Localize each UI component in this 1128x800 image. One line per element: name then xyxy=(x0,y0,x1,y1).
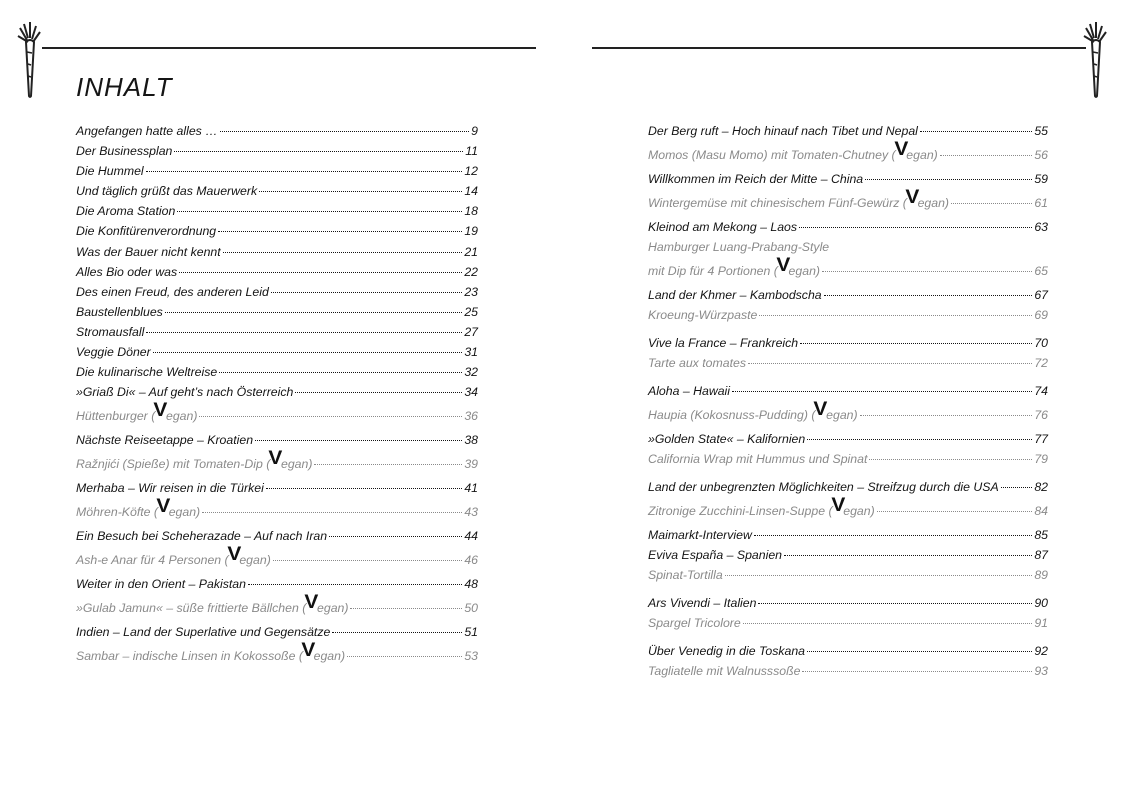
entry-title xyxy=(76,224,216,238)
page-number: 82 xyxy=(1034,479,1048,494)
toc-chapter-entry xyxy=(76,164,478,184)
entry-title xyxy=(76,529,327,543)
vegan-v-icon: V xyxy=(227,544,241,566)
page-number: 41 xyxy=(464,481,478,496)
dot-leader xyxy=(255,440,462,441)
page-number: 27 xyxy=(464,324,478,339)
toc-recipe-entry xyxy=(648,356,1048,376)
entry-title-text: Nächste Reiseetappe – Kroatien xyxy=(76,433,254,448)
toc-chapter-entry xyxy=(648,336,1048,356)
entry-title xyxy=(648,495,875,519)
vegan-v-icon: V xyxy=(893,139,908,161)
page-number: 76 xyxy=(1034,408,1048,423)
dot-leader xyxy=(271,292,463,293)
entry-title xyxy=(648,288,822,302)
entry-title-text: Spargel Tricolore xyxy=(648,616,741,631)
entry-title-text: »Gulab Jamun« – süße frittierte Bällchen ( xyxy=(76,601,307,616)
toc-recipe-entry xyxy=(76,640,478,665)
entry-title-text: Land der unbegrenzten Möglichkeiten – Streifzug durch die USA xyxy=(648,479,999,494)
carrot-icon xyxy=(1080,20,1114,100)
entry-title-text: Kroeung-Würzpaste xyxy=(648,308,758,323)
dot-leader xyxy=(920,131,1032,132)
page-number: 63 xyxy=(1034,219,1048,234)
dot-leader xyxy=(759,315,1032,316)
vegan-v-icon: V xyxy=(153,400,168,422)
entry-title-text: Vive la France – Frankreich xyxy=(648,336,799,351)
entry-title-text: Über Venedig in die Toskana xyxy=(648,644,806,659)
page-number: 87 xyxy=(1034,548,1048,563)
page-number: 61 xyxy=(1034,196,1048,211)
entry-title-text: Der Berg ruft – Hoch hinauf nach Tibet und Nepal xyxy=(648,124,918,138)
dot-leader xyxy=(807,651,1032,652)
entry-title-text: »Golden State« – Kalifornien xyxy=(648,432,806,446)
entry-title xyxy=(648,399,858,423)
entry-title xyxy=(76,144,172,158)
entry-title-text: Alles Bio oder was xyxy=(76,264,178,279)
dot-leader xyxy=(219,372,462,373)
entry-title xyxy=(648,240,829,254)
entry-title xyxy=(648,124,918,138)
entry-title-text: Momos (Masu Momo) mit Tomaten-Chutney ( xyxy=(648,148,896,163)
entry-title-text: Die Aroma Station xyxy=(76,204,176,219)
dot-leader xyxy=(153,352,463,353)
dot-leader xyxy=(347,656,462,657)
dot-leader xyxy=(1001,487,1033,488)
entry-title-text: Aloha – Hawaii xyxy=(648,384,731,399)
entry-title-text: Eviva España – Spanien xyxy=(648,548,782,563)
page-number: 48 xyxy=(464,577,478,592)
dot-leader xyxy=(165,312,462,313)
entry-title-suffix: egan) xyxy=(843,504,875,519)
entry-title xyxy=(76,305,163,319)
page-number: 36 xyxy=(464,409,478,424)
entry-title-suffix: egan) xyxy=(826,408,858,423)
toc-chapter-entry xyxy=(648,172,1048,192)
entry-title xyxy=(76,285,269,299)
entry-title xyxy=(76,385,293,399)
entry-title-text: Hüttenburger ( xyxy=(76,409,156,424)
entry-title xyxy=(648,432,805,446)
toc-chapter-entry xyxy=(76,529,478,549)
entry-title-text: Tarte aux tomates xyxy=(648,356,746,371)
toc-recipe-entry xyxy=(76,592,478,617)
dot-leader xyxy=(248,584,462,585)
toc-chapter-entry xyxy=(76,625,478,645)
page-number: 12 xyxy=(464,164,478,179)
toc-chapter-entry xyxy=(76,385,478,405)
dot-leader xyxy=(179,272,462,273)
page-number: 31 xyxy=(464,345,478,360)
dot-leader xyxy=(784,555,1032,556)
page-number: 14 xyxy=(464,184,478,199)
toc-chapter-entry xyxy=(76,224,478,244)
page-number: 90 xyxy=(1034,596,1048,611)
dot-leader xyxy=(758,603,1032,604)
entry-title-suffix: egan) xyxy=(168,505,201,520)
page-number: 93 xyxy=(1034,664,1048,679)
entry-title-text: Die Konfitürenverordnung xyxy=(76,224,217,239)
toc-chapter-entry xyxy=(76,265,478,285)
entry-title xyxy=(76,400,198,424)
dot-leader xyxy=(951,203,1032,204)
dot-leader xyxy=(199,416,462,417)
dot-leader xyxy=(725,575,1033,576)
entry-title-text: Die Hummel xyxy=(76,164,144,179)
carrot-icon xyxy=(14,20,48,100)
page-number: 84 xyxy=(1034,504,1048,519)
toc-recipe-entry xyxy=(648,255,1048,280)
entry-title-suffix: egan) xyxy=(165,409,198,424)
entry-title xyxy=(76,592,349,616)
page-number: 39 xyxy=(464,457,478,472)
dot-leader xyxy=(174,151,463,152)
entry-title xyxy=(76,577,246,591)
entry-title xyxy=(648,336,798,350)
entry-title-text: Zitronige Zucchini-Linsen-Suppe ( xyxy=(648,504,833,519)
entry-title-suffix: egan) xyxy=(313,649,346,664)
entry-title-text: Maimarkt-Interview xyxy=(648,527,752,542)
page-number: 43 xyxy=(464,505,478,520)
entry-title-text: Wintergemüse mit chinesischem Fünf-Gewürz ( xyxy=(648,196,907,211)
toc-left-column xyxy=(76,124,478,665)
dot-leader xyxy=(800,343,1032,344)
page-number: 21 xyxy=(464,244,478,259)
entry-title xyxy=(648,384,730,398)
page-number: 85 xyxy=(1034,527,1048,542)
page-number: 67 xyxy=(1034,288,1048,303)
dot-leader xyxy=(146,332,462,333)
dot-leader xyxy=(732,391,1032,392)
entry-title xyxy=(76,164,144,178)
entry-title-text: Und täglich grüßt das Mauerwerk xyxy=(76,184,258,199)
toc-chapter-entry xyxy=(648,288,1048,308)
dot-leader xyxy=(350,608,462,609)
page-number: 59 xyxy=(1034,171,1048,186)
page-title: INHALT xyxy=(76,72,173,102)
toc-chapter-entry xyxy=(76,184,478,204)
entry-title-text: Kleinod am Mekong – Laos xyxy=(648,219,798,234)
entry-title-text: Ars Vivendi – Italien xyxy=(648,596,757,611)
toc-chapter-entry xyxy=(648,548,1048,568)
toc-recipe-entry xyxy=(648,664,1048,684)
page-number: 53 xyxy=(464,649,478,664)
toc-chapter-entry xyxy=(76,365,478,385)
toc-recipe-entry xyxy=(648,616,1048,636)
entry-title-suffix: egan) xyxy=(906,148,938,163)
entry-title xyxy=(648,664,800,678)
entry-title-text: Land der Khmer – Kambodscha xyxy=(648,288,822,303)
entry-title-text: Veggie Döner xyxy=(76,345,151,360)
toc-chapter-entry xyxy=(648,644,1048,664)
entry-title-text: Ein Besuch bei Scheherazade – Auf nach Iran xyxy=(76,529,328,544)
page-number: 25 xyxy=(464,304,478,319)
entry-title-text: Spinat-Tortilla xyxy=(648,568,723,583)
entry-title xyxy=(648,548,782,562)
dot-leader xyxy=(259,191,462,192)
entry-title-text: Die kulinarische Weltreise xyxy=(76,365,218,380)
toc-recipe-entry xyxy=(648,495,1048,520)
page-number: 70 xyxy=(1034,336,1048,351)
page-number: 46 xyxy=(464,553,478,568)
entry-title-text: Tagliatelle mit Walnusssoße xyxy=(648,664,801,679)
toc-recipe-entry xyxy=(648,399,1048,424)
entry-title-text: Baustellenblues xyxy=(76,304,163,319)
toc-chapter-entry xyxy=(76,305,478,325)
page-number: 74 xyxy=(1034,384,1048,399)
dot-leader xyxy=(146,171,463,172)
entry-title xyxy=(648,308,757,322)
entry-title-text: mit Dip für 4 Portionen ( xyxy=(648,264,778,279)
page-number: 77 xyxy=(1034,432,1048,446)
entry-title-suffix: egan) xyxy=(239,553,271,568)
toc-recipe-entry xyxy=(648,452,1048,472)
header-rule-right xyxy=(592,47,1086,49)
entry-title-suffix: egan) xyxy=(281,457,313,472)
toc-chapter-entry xyxy=(648,528,1048,548)
entry-title xyxy=(76,481,264,495)
dot-leader xyxy=(220,131,470,132)
entry-title xyxy=(76,544,271,568)
entry-title-suffix: egan) xyxy=(317,601,349,616)
entry-title-text: Angefangen hatte alles … xyxy=(76,124,218,138)
dot-leader xyxy=(860,415,1033,416)
entry-title xyxy=(76,184,257,198)
entry-title-text: Willkommen im Reich der Mitte – China xyxy=(648,171,864,186)
entry-title xyxy=(648,568,723,582)
dot-leader xyxy=(748,363,1032,364)
entry-title xyxy=(648,480,999,494)
page-number: 18 xyxy=(464,204,478,219)
toc-chapter-entry xyxy=(76,124,478,144)
page-number: 32 xyxy=(464,365,478,380)
toc-chapter-entry xyxy=(76,285,478,305)
entry-title xyxy=(648,528,752,542)
vegan-v-icon: V xyxy=(268,448,283,470)
entry-title-text: Merhaba – Wir reisen in die Türkei xyxy=(76,481,264,496)
dot-leader xyxy=(314,464,462,465)
page-number: 9 xyxy=(471,124,478,138)
entry-title xyxy=(76,625,330,639)
dot-leader xyxy=(332,632,462,633)
entry-title-text: Ražnjići (Spieße) mit Tomaten-Dip ( xyxy=(76,457,271,472)
dot-leader xyxy=(940,155,1033,156)
entry-title xyxy=(76,433,253,447)
entry-title xyxy=(648,139,938,163)
entry-title xyxy=(76,640,346,664)
page-number: 72 xyxy=(1034,356,1048,371)
page-number: 34 xyxy=(464,385,478,400)
toc-chapter-entry xyxy=(648,480,1048,500)
page-number: 50 xyxy=(464,601,478,616)
entry-title xyxy=(76,345,151,359)
toc-chapter-entry xyxy=(648,596,1048,616)
dot-leader xyxy=(807,439,1032,440)
entry-title-text: Stromausfall xyxy=(76,324,145,339)
entry-title-text: Was der Bauer nicht kennt xyxy=(76,244,221,259)
toc-recipe-entry xyxy=(648,139,1048,164)
page-number: 91 xyxy=(1034,616,1048,631)
entry-title xyxy=(76,325,144,339)
dot-leader xyxy=(295,392,462,393)
entry-title xyxy=(76,448,313,472)
vegan-v-icon: V xyxy=(776,255,791,277)
dot-leader xyxy=(218,231,462,232)
entry-title xyxy=(76,245,221,259)
dot-leader xyxy=(865,179,1032,180)
page-number: 92 xyxy=(1034,644,1048,659)
page-number: 55 xyxy=(1034,124,1048,138)
toc-recipe-entry xyxy=(648,187,1048,212)
dot-leader xyxy=(329,536,462,537)
toc-chapter-entry xyxy=(76,345,478,365)
entry-title-text: Haupia (Kokosnuss-Pudding) ( xyxy=(648,408,816,423)
toc-recipe-entry xyxy=(76,496,478,521)
toc-chapter-entry xyxy=(648,432,1048,452)
dot-leader xyxy=(802,671,1032,672)
toc-recipe-entry xyxy=(648,240,1048,260)
vegan-v-icon: V xyxy=(905,187,920,209)
dot-leader xyxy=(877,511,1033,512)
entry-title-suffix: egan) xyxy=(788,264,820,279)
entry-title-text: Hamburger Luang-Prabang-Style xyxy=(648,240,830,255)
toc-chapter-entry xyxy=(648,124,1048,144)
toc-recipe-entry xyxy=(76,448,478,473)
entry-title-text: Möhren-Köfte ( xyxy=(76,505,159,520)
entry-title xyxy=(648,452,867,466)
vegan-v-icon: V xyxy=(301,640,316,662)
page-number: 89 xyxy=(1034,568,1048,583)
entry-title xyxy=(648,356,746,370)
entry-title xyxy=(76,265,177,279)
entry-title xyxy=(648,644,805,658)
entry-title xyxy=(648,255,820,279)
page-number: 19 xyxy=(464,224,478,239)
toc-chapter-entry xyxy=(76,577,478,597)
toc-recipe-entry xyxy=(76,544,478,569)
dot-leader xyxy=(743,623,1033,624)
entry-title-text: Ash-e Anar für 4 Personen ( xyxy=(76,553,229,568)
toc-chapter-entry xyxy=(76,144,478,164)
entry-title-suffix: egan) xyxy=(917,196,950,211)
toc-recipe-entry xyxy=(76,400,478,425)
page-number: 22 xyxy=(464,264,478,279)
dot-leader xyxy=(202,512,462,513)
header-rule-left xyxy=(42,47,536,49)
entry-title xyxy=(648,187,950,211)
entry-title xyxy=(76,365,217,379)
dot-leader xyxy=(824,295,1033,296)
page-number: 38 xyxy=(464,433,478,448)
page-number: 69 xyxy=(1034,308,1048,323)
entry-title-text: Indien – Land der Superlative und Gegensätze xyxy=(76,625,331,640)
dot-leader xyxy=(273,560,463,561)
entry-title xyxy=(648,616,741,630)
toc-chapter-entry xyxy=(76,245,478,265)
entry-title-text: »Griaß Di« – Auf geht’s nach Österreich xyxy=(76,385,294,400)
toc-chapter-entry xyxy=(648,220,1048,240)
page-number: 44 xyxy=(464,529,478,544)
toc-chapter-entry xyxy=(648,384,1048,404)
page-number: 56 xyxy=(1034,148,1048,163)
vegan-v-icon: V xyxy=(156,496,171,518)
dot-leader xyxy=(822,271,1032,272)
entry-title-text: Weiter in den Orient – Pakistan xyxy=(76,577,246,592)
dot-leader xyxy=(869,459,1032,460)
dot-leader xyxy=(177,211,462,212)
entry-title-text: California Wrap mit Hummus und Spinat xyxy=(648,452,868,467)
toc-chapter-entry xyxy=(76,204,478,224)
entry-title-text: Des einen Freud, des anderen Leid xyxy=(76,284,269,299)
entry-title xyxy=(76,124,218,138)
dot-leader xyxy=(223,252,463,253)
toc-recipe-entry xyxy=(648,568,1048,588)
vegan-v-icon: V xyxy=(830,495,845,517)
toc-right-column xyxy=(648,124,1048,684)
page-number: 65 xyxy=(1034,264,1048,279)
page-number: 51 xyxy=(464,625,478,640)
dot-leader xyxy=(266,488,462,489)
page-number: 11 xyxy=(465,144,478,159)
entry-title xyxy=(648,172,863,186)
dot-leader xyxy=(754,535,1032,536)
entry-title xyxy=(76,204,175,218)
toc-chapter-entry xyxy=(76,325,478,345)
dot-leader xyxy=(799,227,1032,228)
page-number: 23 xyxy=(464,284,478,299)
page-number: 79 xyxy=(1034,452,1048,467)
entry-title xyxy=(648,220,797,234)
toc-chapter-entry xyxy=(76,481,478,501)
toc-recipe-entry xyxy=(648,308,1048,328)
entry-title-text: Sambar – indische Linsen in Kokossoße ( xyxy=(76,649,303,664)
entry-title-text: Der Businessplan xyxy=(76,144,173,159)
vegan-v-icon: V xyxy=(813,399,828,421)
entry-title xyxy=(76,496,201,520)
entry-title xyxy=(648,596,756,610)
vegan-v-icon: V xyxy=(304,592,319,614)
